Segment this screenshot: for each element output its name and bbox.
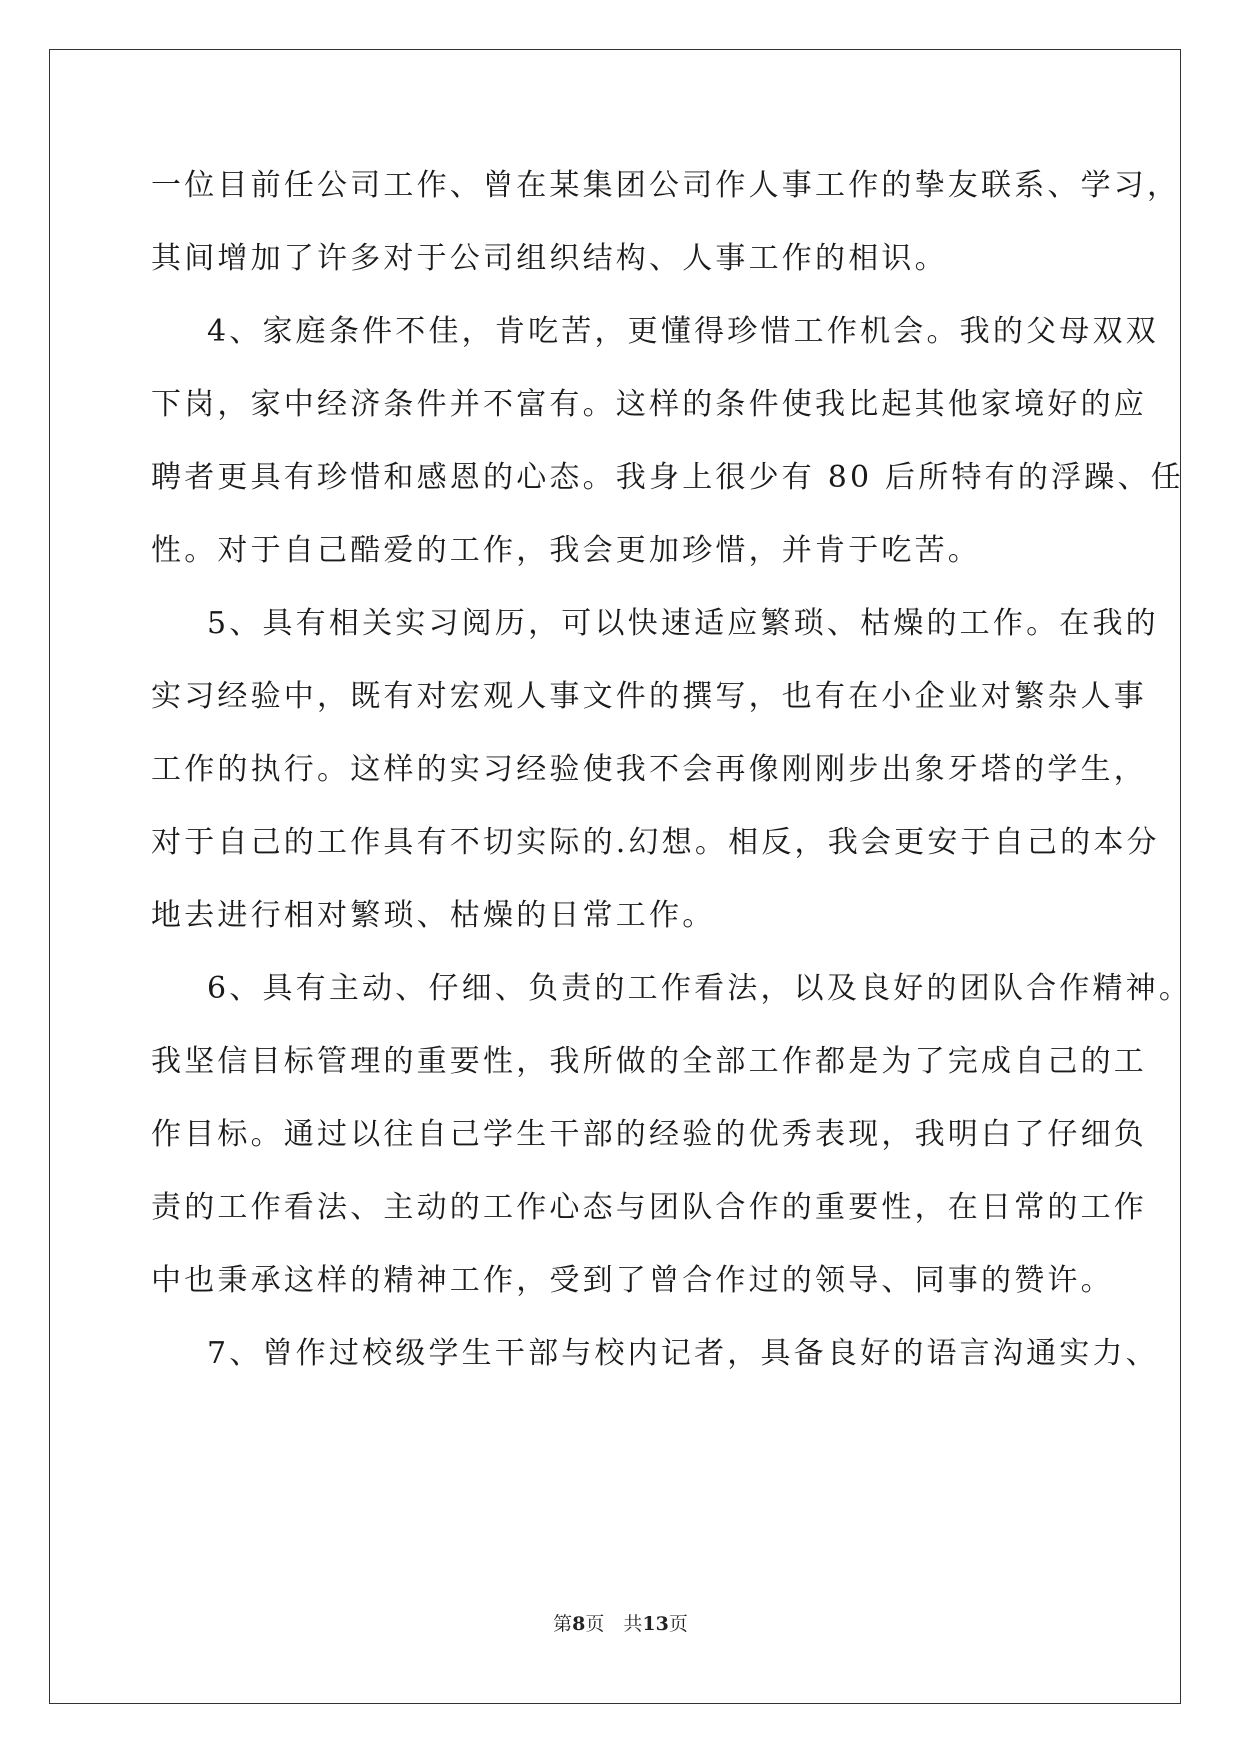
page-number-footer — [0, 1612, 1241, 1636]
text-line: 性。对于自己酷爱的工作，我会更加珍惜，并肯于吃苦。 — [151, 533, 981, 568]
text-line: 责的工作看法、主动的工作心态与团队合作的重要性，在日常的工作 — [151, 1190, 1147, 1225]
text-line: 对于自己的工作具有不切实际的.幻想。相反，我会更安于自己的本分 — [151, 825, 1160, 860]
text-line: 一位目前任公司工作、曾在某集团公司作人事工作的挚友联系、学习， — [151, 168, 1181, 203]
paragraph-start: 7、曾作过校级学生干部与校内记者，具备良好的语言沟通实力、 — [207, 1336, 1159, 1371]
text-line: 下岗，家中经济条件并不富有。这样的条件使我比起其他家境好的应 — [151, 387, 1147, 422]
paragraph-start: 5、具有相关实习阅历，可以快速适应繁琐、枯燥的工作。在我的 — [207, 606, 1159, 641]
total-page-number: 13 — [642, 1613, 669, 1635]
footer-prefix: 第 — [553, 1613, 573, 1635]
footer-middle: 页 共 — [585, 1613, 643, 1635]
text-line: 其间增加了许多对于公司组织结构、人事工作的相识。 — [151, 241, 948, 276]
text-line: 我坚信目标管理的重要性，我所做的全部工作都是为了完成自己的工 — [151, 1044, 1147, 1079]
text-line: 聘者更具有珍惜和感恩的心态。我身上很少有 80 后所特有的浮躁、任 — [151, 460, 1184, 495]
text-line: 地去进行相对繁琐、枯燥的日常工作。 — [151, 898, 716, 933]
text-line: 工作的执行。这样的实习经验使我不会再像刚刚步出象牙塔的学生， — [151, 752, 1147, 787]
footer-suffix: 页 — [668, 1613, 688, 1635]
page-border — [49, 49, 1181, 1704]
text-line: 中也秉承这样的精神工作，受到了曾合作过的领导、同事的赞许。 — [151, 1263, 1114, 1298]
text-line: 实习经验中，既有对宏观人事文件的撰写，也有在小企业对繁杂人事 — [151, 679, 1147, 714]
current-page-number: 8 — [572, 1613, 586, 1635]
text-line: 作目标。通过以往自己学生干部的经验的优秀表现，我明白了仔细负 — [151, 1117, 1147, 1152]
paragraph-start: 4、家庭条件不佳，肯吃苦，更懂得珍惜工作机会。我的父母双双 — [207, 314, 1159, 349]
paragraph-start: 6、具有主动、仔细、负责的工作看法，以及良好的团队合作精神。 — [207, 971, 1193, 1006]
